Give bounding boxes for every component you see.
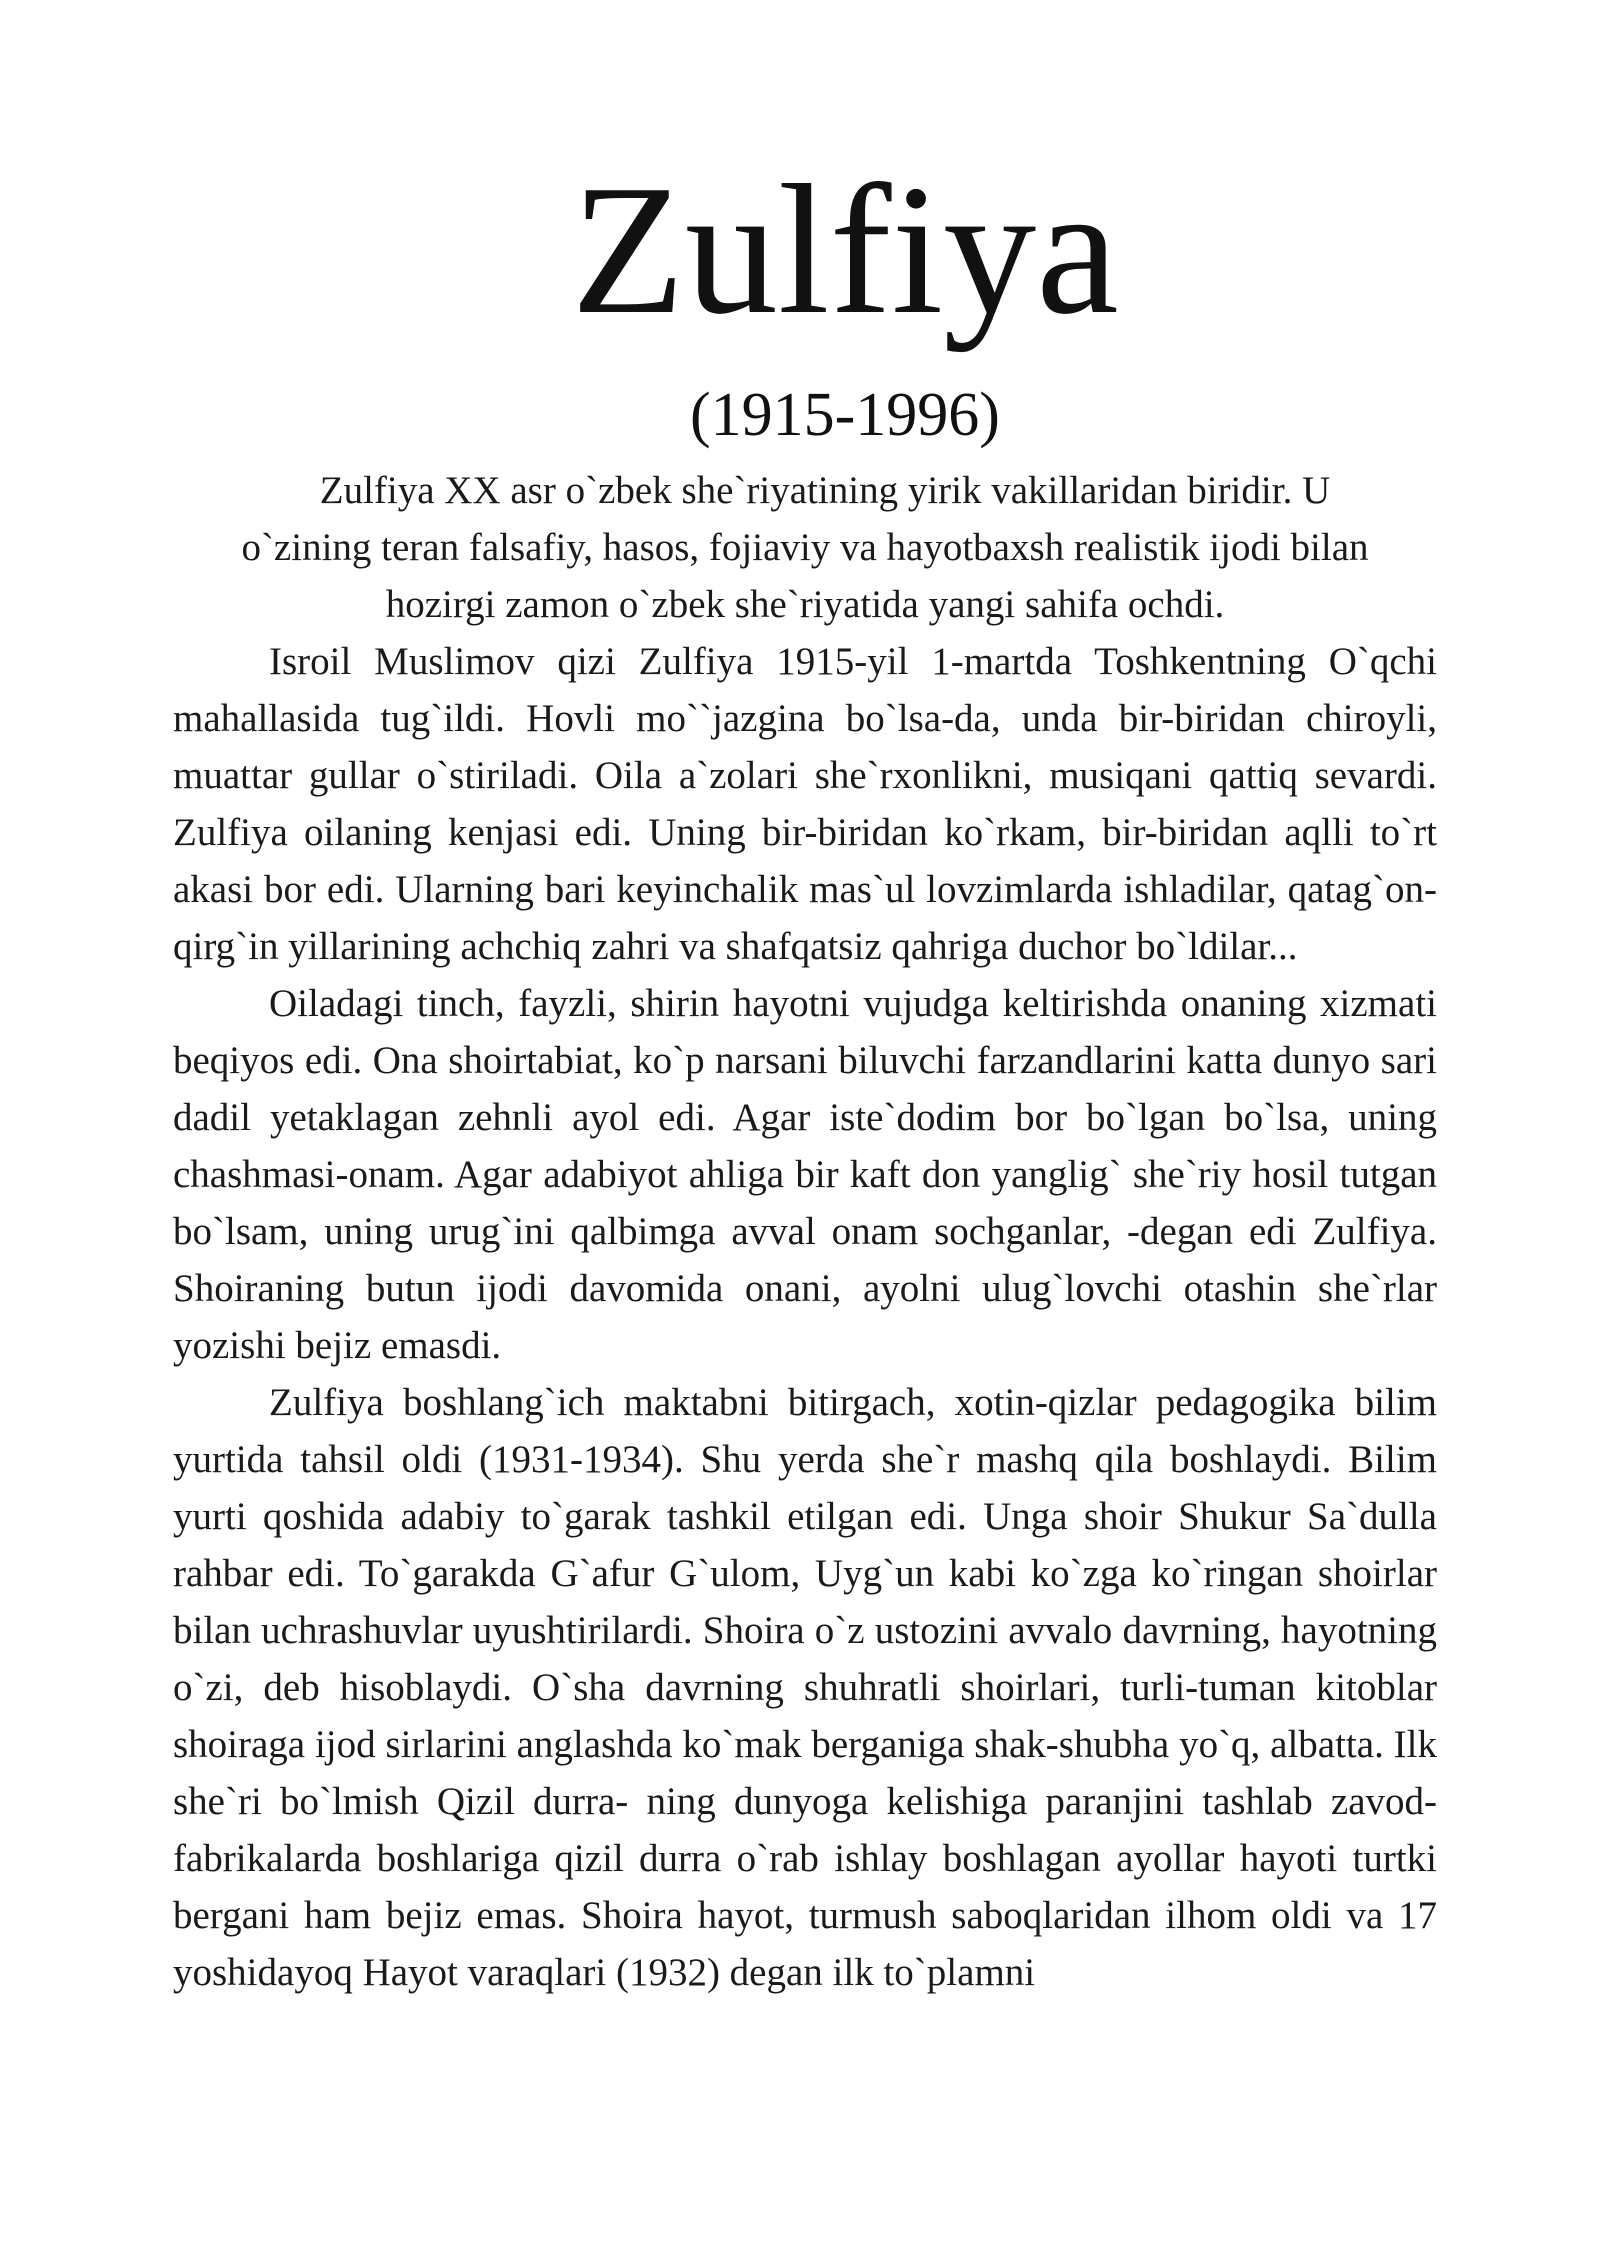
document-body: [173, 462, 1437, 2001]
document-page: [173, 140, 1437, 1994]
biography-paragraph: Zulfiya boshlang`ich maktabni bitirgach, xotin-qizlar pedagogika bilim yurtida tahsil oldi (1931-1934). Shu yerda she`r mashq qila boshlaydi. Bilim yurti qoshida adabiy to`garak tashkil etilgan edi. Unga shoir Shukur Sa`dulla rahbar edi. To`garakda G`afur G`ulom, Uyg`un kabi ko`zga ko`ringan shoirlar bilan uchrashuvlar uyushtirilardi. Shoira o`z ustozini avvalo davrning, hayotning o`zi, deb hisoblaydi. O`sha davrning shuhratli shoirlari, turli-tuman kitoblar shoiraga ijod sirlarini anglashda ko`mak berganiga shak-shubha yo`q, albatta. Ilk she`ri bo`lmish Qizil durra- ning dunyoga kelishiga paranjini tashlab zavod-fabrikalarda boshlariga qizil durra o`rab ishlay boshlagan ayollar hayoti turtki bergani ham bejiz emas. Shoira hayot, turmush saboqlaridan ilhom oldi va 17 yoshidayoq Hayot varaqlari (1932) degan ilk to`plamni: [173, 1381, 1437, 1994]
intro-paragraph: [173, 462, 1437, 633]
life-years: (1915-1996): [690, 381, 1000, 449]
intro-line: hozirgi zamon o`zbek she`riyatida yangi sahifa ochdi.: [385, 583, 1225, 626]
page-title: Zulfiya: [571, 147, 1119, 353]
intro-line: o`zining teran falsafiy, hasos, fojiaviy va hayotbaxsh realistik ijodi bilan: [241, 526, 1369, 569]
intro-line: Zulfiya XX asr o`zbek she`riyatining yirik vakillaridan biridir. U: [319, 469, 1331, 512]
biography-paragraph: Isroil Muslimov qizi Zulfiya 1915-yil 1-martda Toshkentning O`qchi mahallasida tug`ildi. Hovli mo``jazgina bo`lsa-da, unda bir-biridan chiroyli, muattar gullar o`stiriladi. Oila a`zolari she`rxonlikni, musiqani qattiq sevardi. Zulfiya oilaning kenjasi edi. Uning bir-biridan ko`rkam, bir-biridan aqlli to`rt akasi bor edi. Ularning bari keyinchalik mas`ul lovzimlarda ishladilar, qatag`on-qirg`in yillarining achchiq zahri va shafqatsiz qahriga duchor bo`ldilar...: [173, 640, 1437, 968]
biography-paragraph: Oiladagi tinch, fayzli, shirin hayotni vujudga keltirishda onaning xizmati beqiyos edi. Ona shoirtabiat, ko`p narsani biluvchi farzandlarini katta dunyo sari dadil yetaklagan zehnli ayol edi. Agar iste`dodim bor bo`lgan bo`lsa, uning chashmasi-onam. Agar adabiyot ahliga bir kaft don yanglig` she`riy hosil tutgan bo`lsam, uning urug`ini qalbimga avval onam sochganlar, -degan edi Zulfiya. Shoiraning butun ijodi davomida onani, ayolni ulug`lovchi otashin she`rlar yozishi bejiz emasdi.: [173, 982, 1437, 1367]
